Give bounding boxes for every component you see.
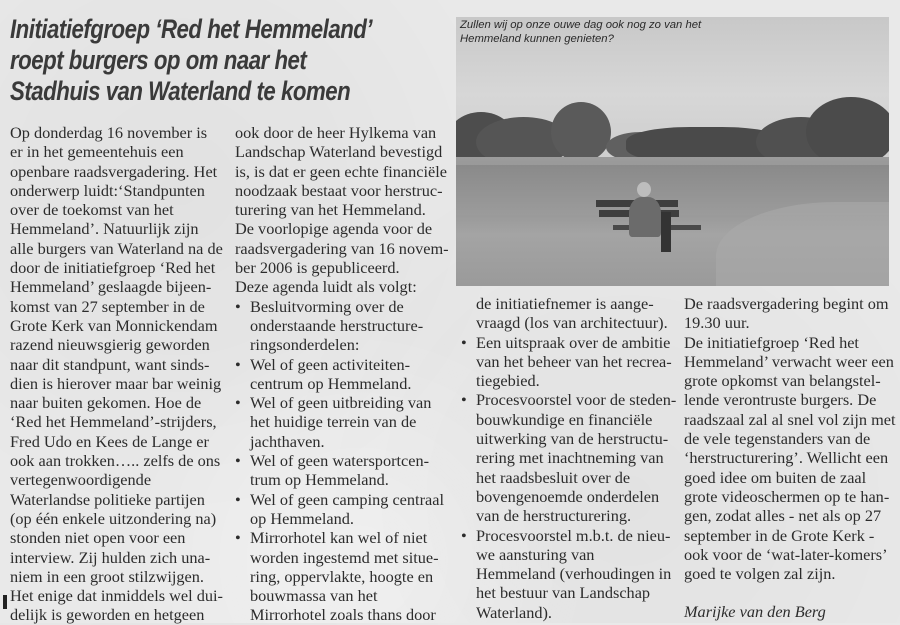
- photo-caption: [460, 19, 701, 46]
- article-headline: [10, 14, 455, 107]
- agenda-bullet-item: [461, 526, 676, 622]
- text-line: ook door de heer Hylkema van: [235, 123, 437, 142]
- agenda-bullet-item: [235, 451, 449, 490]
- text-line: Waterland).: [476, 602, 552, 622]
- text-line: uitwerking van de herstructu-: [476, 429, 669, 449]
- text-line: Hemmeland’ verwacht weer een: [684, 351, 894, 371]
- text-line: naar buiten gekomen. Hoe de: [10, 393, 202, 413]
- text-line: Hemmeland’ geslaagde bijeen-: [10, 277, 212, 297]
- text-line: vertegenwoordigende: [10, 470, 152, 490]
- text-line: • Wel of geen activiteiten-: [235, 355, 449, 374]
- text-line: Fred Udo en Kees de Lange er: [10, 431, 209, 451]
- agenda-bullet-item: [235, 528, 449, 624]
- text-line: gen, zodat alles - net als op 27: [684, 506, 882, 526]
- text-line: • Mirrorhotel kan wel of niet: [235, 528, 449, 547]
- text-line: • Een uitspraak over de ambitie: [461, 333, 676, 352]
- text-line: interview. Zij hulden zich una-: [10, 547, 211, 567]
- text-line: • Besluitvorming over de: [235, 297, 449, 316]
- agenda-bullet-item: [461, 390, 676, 525]
- text-line: goed te volgen zal zijn.: [684, 564, 836, 584]
- text-line: trum op Hemmeland.: [250, 470, 389, 490]
- text-line: bovengenoemde onderdelen: [476, 486, 660, 506]
- text-line: Waterlandse politieke partijen: [10, 489, 205, 509]
- text-line: • Wel of geen camping centraal: [235, 490, 449, 509]
- text-line: ‘herstructurering’. Wellicht een: [684, 448, 889, 468]
- text-line: noodzaak bestaat voor herstruc-: [235, 180, 443, 200]
- text-line: van het beheer van het recrea-: [476, 351, 672, 371]
- text-line: turering van het Hemmeland.: [235, 200, 426, 220]
- text-line: ring, oppervlakte, hoogte en: [250, 566, 434, 586]
- text-line: er in het gemeentehuis een: [10, 142, 184, 162]
- text-line: over de toekomst van het: [10, 200, 174, 220]
- text-line: delijk is geworden en hetgeen: [10, 605, 205, 625]
- text-line: • Wel of geen watersportcen-: [235, 451, 449, 470]
- text-line: openbare raadsvergadering. Het: [10, 161, 218, 181]
- text-line: het raadsbesluit over de: [476, 467, 631, 487]
- agenda-bullet-item: [235, 355, 449, 394]
- text-line: onderwerp luidt:‘Standpunten: [10, 180, 205, 200]
- column-marker: [3, 595, 7, 609]
- text-line: is, is dat er geen echte financiële: [235, 161, 448, 181]
- text-line: grote opkomst van belangstel-: [684, 371, 881, 391]
- text-line: Mirrorhotel zoals thans door: [250, 605, 436, 625]
- text-line: onderstaande herstructure-: [250, 315, 424, 335]
- text-line: Hemmeland’. Natuurlijk zijn: [10, 219, 199, 239]
- text-line: september in de Grote Kerk -: [684, 525, 875, 545]
- text-line: dien is hierover maar bar weinig: [10, 373, 222, 393]
- text-line: door de initiatiefgroep ‘Red het: [10, 258, 216, 278]
- article-photo: [456, 17, 889, 286]
- text-line: alle burgers van Waterland na de: [10, 238, 223, 258]
- caption-line: Zullen wij op onze ouwe dag ook nog zo van het: [460, 19, 702, 31]
- text-line: ‘Red het Hemmeland’-strijders,: [10, 412, 217, 432]
- text-line: Hemmeland (verhoudingen in: [476, 564, 672, 584]
- headline-line: Initiatiefgroep ‘Red het Hemmeland’: [10, 14, 373, 44]
- text-line: (op één enkele uitzondering na): [10, 508, 217, 528]
- text-line: de vele tegenstanders van de: [684, 429, 871, 449]
- text-line: razend nieuwsgierig geworden: [10, 335, 210, 355]
- text-line: het bestuur van Landschap: [476, 583, 651, 603]
- text-line: bouwmassa van het: [250, 586, 378, 606]
- article-column-3: [461, 294, 676, 622]
- text-line: Landschap Waterland bevestigd: [235, 142, 443, 162]
- agenda-bullet-item: [235, 297, 449, 355]
- tree-shape: [551, 102, 611, 162]
- caption-line: Hemmeland kunnen genieten?: [460, 32, 614, 45]
- text-line: grote videoschermen op te han-: [684, 486, 890, 506]
- article-column-2: [235, 123, 449, 625]
- text-line: centrum op Hemmeland.: [250, 373, 412, 393]
- text-line: van de herstructurering.: [476, 506, 632, 526]
- text-line: Op donderdag 16 november is: [10, 123, 208, 142]
- text-line: 19.30 uur.: [684, 313, 750, 333]
- text-line: jachthaven.: [250, 431, 325, 451]
- agenda-bullet-item: [235, 490, 449, 529]
- agenda-bullet-item: [235, 393, 449, 451]
- text-line: komst van 27 september in de: [10, 296, 205, 316]
- article-column-1: [10, 123, 223, 625]
- text-line: • Procesvoorstel voor de steden-: [461, 390, 676, 409]
- person-figure: [629, 197, 661, 237]
- text-line: worden ingestemd met situe-: [250, 547, 439, 567]
- text-line: goed idee om buiten de zaal: [684, 467, 867, 487]
- headline-line: Stadhuis van Waterland te komen: [10, 76, 351, 106]
- agenda-bullet-item: [461, 333, 676, 391]
- text-line: niem in een groot stilzwijgen.: [10, 566, 204, 586]
- text-line: ook voor de ‘wat-later-komers’: [684, 544, 888, 564]
- text-line: bouwkundige en financiële: [476, 409, 653, 429]
- article-column-4: [684, 294, 896, 622]
- text-line: Het enige dat inmiddels wel dui-: [10, 586, 223, 606]
- text-line: ook aan trokken….. zelfs de ons: [10, 451, 221, 471]
- text-line: raadsvergadering van 16 novem-: [235, 238, 449, 258]
- text-line: stonden niet open voor een: [10, 528, 186, 548]
- text-line: De voorlopige agenda voor de: [235, 219, 433, 239]
- text-line: De raadsvergadering begint om: [684, 294, 889, 313]
- person-legs: [661, 212, 671, 252]
- text-line: • Wel of geen uitbreiding van: [235, 393, 449, 412]
- text-line: op Hemmeland.: [250, 508, 354, 528]
- text-line: lende verontruste burgers. De: [684, 390, 877, 410]
- text-line: Grote Kerk van Monnickendam: [10, 315, 218, 335]
- text-line: rering met inachtneming van: [476, 448, 664, 468]
- text-line: tiegebied.: [476, 371, 540, 391]
- headline-line: roept burgers op om naar het: [10, 45, 307, 75]
- text-line: het huidige terrein van de: [250, 412, 417, 432]
- text-line: • Procesvoorstel m.b.t. de nieu-: [461, 526, 676, 545]
- text-line: ber 2006 is gepubliceerd.: [235, 258, 400, 278]
- text-line: we aansturing van: [476, 544, 595, 564]
- author-signature: Marijke van den Berg: [684, 602, 826, 622]
- text-line: De initiatiefgroep ‘Red het: [684, 332, 859, 352]
- person-head: [637, 182, 651, 197]
- text-line: naar dit standpunt, want sinds-: [10, 354, 210, 374]
- text-line: raadszaal zal al snel vol zijn met: [684, 409, 896, 429]
- text-line: Deze agenda luidt als volgt:: [235, 277, 417, 297]
- text-line: de initiatiefnemer is aange-: [476, 294, 654, 313]
- text-line: ringsonderdelen:: [250, 335, 360, 355]
- text-line: vraagd (los van architectuur).: [476, 313, 668, 333]
